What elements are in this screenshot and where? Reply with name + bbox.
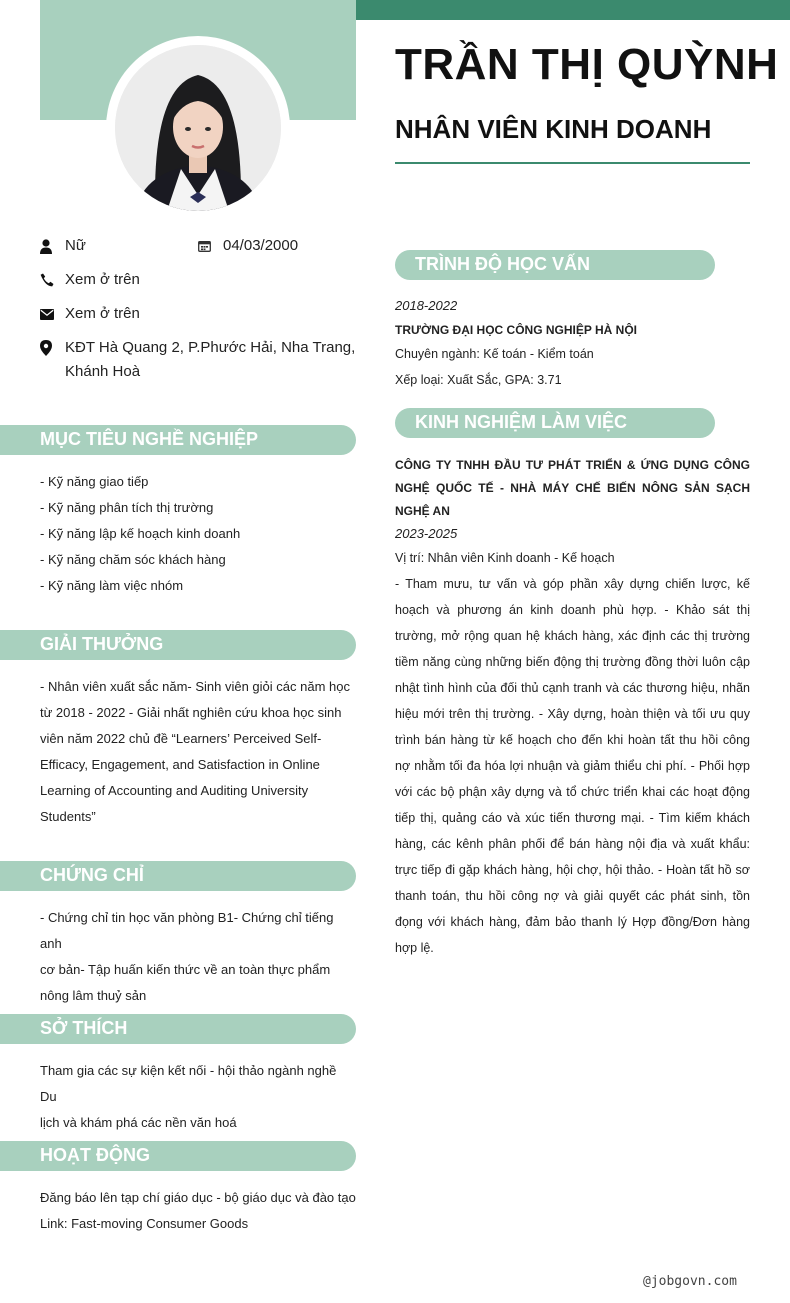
- objective-item: - Kỹ năng chăm sóc khách hàng: [40, 552, 226, 567]
- activities-line: Đăng báo lên tạp chí giáo dục - bộ giáo dục và đào tạo: [40, 1190, 356, 1205]
- profile-photo: [115, 45, 281, 211]
- certificates-header: [0, 861, 356, 891]
- objective-item: - Kỹ năng phân tích thị trường: [40, 500, 214, 515]
- certificates-line: nông lâm thuỷ sản: [40, 988, 147, 1003]
- watermark: @jobgovn.com: [643, 1274, 737, 1289]
- experience-company: CÔNG TY TNHH ĐẦU TƯ PHÁT TRIỂN & ỨNG DỤNG CÔNG NGHỆ QUỐC TẾ - NHÀ MÁY CHẾ BIẾN NÔNG SẢN SẠCH NGHỆ AN: [395, 458, 750, 518]
- objective-list: [40, 469, 356, 599]
- awards-line: - Nhân viên xuất sắc năm- Sinh viên giỏi các năm học: [40, 679, 350, 694]
- certificates-line: - Chứng chỉ tin học văn phòng B1- Chứng chỉ tiếng anh: [40, 910, 334, 951]
- address-value: KĐT Hà Quang 2, P.Phước Hải, Nha Trang, Khánh Hoà: [65, 339, 356, 380]
- phone-value: Xem ở trên: [65, 271, 140, 288]
- awards-text: [40, 674, 356, 830]
- phone-icon: [40, 268, 65, 292]
- portrait-illustration: [115, 45, 281, 211]
- job-title: NHÂN VIÊN KINH DOANH: [395, 114, 712, 144]
- calendar-icon: [198, 234, 223, 258]
- awards-line: từ 2018 - 2022 - Giải nhất nghiên cứu khoa học sinh: [40, 705, 342, 720]
- awards-heading: GIẢI THƯỞNG: [40, 634, 164, 654]
- certificates-heading: CHỨNG CHỈ: [40, 865, 144, 885]
- experience-period: 2023-2025: [395, 526, 458, 541]
- awards-line: Efficacy, Engagement, and Satisfaction in Online: [40, 757, 320, 772]
- person-icon: [40, 234, 65, 258]
- education-school: TRƯỜNG ĐẠI HỌC CÔNG NGHIỆP HÀ NỘI: [395, 323, 637, 337]
- contact-phone: [40, 268, 140, 292]
- awards-line: Learning of Accounting and Auditing University: [40, 783, 309, 798]
- awards-line: Students”: [40, 809, 96, 824]
- objective-item: - Kỹ năng lập kế hoạch kinh doanh: [40, 526, 241, 541]
- certificates-text: [40, 905, 356, 1009]
- education-grade: Xếp loại: Xuất Sắc, GPA: 3.71: [395, 373, 562, 387]
- header-accent-bar: [356, 0, 790, 20]
- objective-header: [0, 425, 356, 455]
- activities-line: Link: Fast-moving Consumer Goods: [40, 1216, 249, 1231]
- hobbies-line: lịch và khám phá các nền văn hoá: [40, 1115, 237, 1130]
- education-period: 2018-2022: [395, 298, 458, 313]
- certificates-line: cơ bản- Tập huấn kiến thức về an toàn thực phẩm: [40, 962, 331, 977]
- awards-line: viên năm 2022 chủ đề “Learners’ Perceived Self-: [40, 731, 322, 746]
- objective-item: - Kỹ năng làm việc nhóm: [40, 578, 184, 593]
- hobbies-heading: SỞ THÍCH: [40, 1018, 128, 1038]
- map-pin-icon: [40, 336, 65, 360]
- experience-position: Vị trí: Nhân viên Kinh doanh - Kế hoạch: [395, 551, 615, 565]
- contact-email: [40, 302, 140, 326]
- contact-gender: [40, 234, 86, 258]
- experience-header: [395, 408, 715, 438]
- hobbies-header: [0, 1014, 356, 1044]
- education-header: [395, 250, 715, 280]
- email-value: Xem ở trên: [65, 305, 140, 322]
- education-heading: TRÌNH ĐỘ HỌC VẤN: [415, 254, 590, 274]
- title-divider: [395, 162, 750, 164]
- gender-value: Nữ: [65, 237, 86, 254]
- hobbies-text: [40, 1058, 356, 1136]
- hobbies-line: Tham gia các sự kiện kết nối - hội thảo ngành nghề Du: [40, 1063, 337, 1104]
- envelope-icon: [40, 302, 65, 326]
- contact-address: [40, 336, 356, 384]
- experience-description: - Tham mưu, tư vấn và góp phần xây dựng chiến lược, kế hoạch và phương án kinh doanh phù hợp. - Khảo sát thị trường, mở rộng quan hệ khách hàng, xác định các thị trường tiềm năng cùng những biến động thị trường đồng thời luôn cập nhật tình hình của đối thủ cạnh tranh và các thương hiệu, nhãn hiệu mới trên thị trường. - Xây dựng, hoàn thiện và tối ưu quy trình bán hàng từ kế hoạch cho đến khi hoàn tất thu hồi công nợ nhằm tối đa hóa lợi nhuận và giảm thiểu chi phí. - Phối hợp với các bộ phận xây dựng và tổ chức triển khai các hoạt động tiếp thị, quảng cáo và xúc tiến thương mại. - Tìm kiếm khách hàng, các kênh phân phối để bán hàng nội địa và xuất khẩu: trực tiếp đi gặp khách hàng, hội chợ, hội thảo. - Hoàn tất hồ sơ thanh toán, thu hồi công nợ và giải quyết các phát sinh, tồn đọng với khách hàng, đảm bảo thanh lý Hợp đồng/Đơn hàng hợp lệ.: [395, 577, 750, 955]
- contact-birthday: [198, 234, 298, 258]
- awards-header: [0, 630, 356, 660]
- objective-heading: MỤC TIÊU NGHỀ NGHIỆP: [40, 429, 259, 449]
- activities-header: [0, 1141, 356, 1171]
- birthday-value: 04/03/2000: [223, 237, 299, 254]
- activities-heading: HOẠT ĐỘNG: [40, 1145, 150, 1165]
- objective-item: - Kỹ năng giao tiếp: [40, 474, 149, 489]
- activities-text: [40, 1185, 356, 1237]
- candidate-name: TRẦN THỊ QUỲNH: [395, 40, 779, 89]
- education-major: Chuyên ngành: Kế toán - Kiểm toán: [395, 347, 594, 361]
- experience-heading: KINH NGHIỆM LÀM VIỆC: [415, 412, 628, 432]
